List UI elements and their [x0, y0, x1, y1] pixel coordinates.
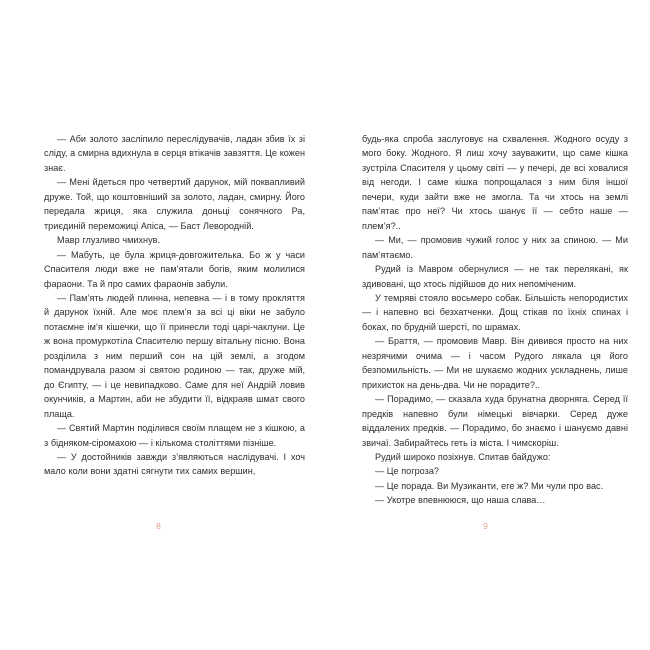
paragraph: У темряві стояло восьмеро собак. Більшість непородистих — і напевно всі безхатченки. Дощ стікав по їхніх спинах і боках, по брудній шерсті, по шрамах. [362, 292, 628, 332]
paragraph: — Аби золото засліпило переслідувачів, ладан збив їх зі сліду, а смирна вдихнула в серця втікачів завзяття. Це кожен знає. [44, 134, 305, 173]
paragraph: — Мені йдеться про четвертий дарунок, мій поквапливий друже. Той, що коштовніший за золото, ладан, смирну. Його передала жриця, яка служила доньці сонячного Ра, триєдиній переможиці Апіса, — Баст Левородній. [44, 177, 305, 231]
page-right-text-block [362, 132, 628, 508]
paragraph: будь-яка спроба заслуговує на схвалення. Жодного осуду з мого боку. Жодного. Я лиш хочу зауважити, що саме кішка зустріла Спасителя у цьому світі — у печері, де всі ховалися від негоди. І саме кішка попрощалася з ним біля іншої печери, куди зайти вже не змогла. Та чи хтось на землі пам’ятає про неї? Чи хтось шанує її — себто наше — плем’я?.. [362, 134, 628, 231]
paragraph: Мавр глузливо чмихнув. [57, 235, 161, 246]
paragraph: — Мабуть, це була жриця-довгожителька. Бо ж у часи Спасителя люди вже не пам’ятали богів, яким молилися фараони. Та й про самих фараонів забули. [44, 249, 305, 289]
paragraph: — У достойників завжди з’являються наслідувачі. І хоч мало коли вони здатні сягнути тих самих вершин, [44, 451, 305, 477]
paragraph: Рудий із Мавром обернулися — не так перелякані, як здивовані, що хтось підійшов до них непоміченим. [362, 264, 628, 289]
paragraph: — Ми, — промовив чужий голос у них за спиною. — Ми пам’ятаємо. [362, 235, 628, 260]
page-right [325, 0, 650, 650]
paragraph: — Укотре впевнююся, що наша слава… [375, 495, 546, 506]
paragraph: — Це порада. Ви Музиканти, еге ж? Ми чули про вас. [375, 480, 604, 491]
paragraph: — Пам’ять людей плинна, непевна — і в тому прокляття й дарунок їхній. Але моє плем’я за всі ці віки не забуло потаємне ім’я кішечки, що її принесли тоді царі-чаклуни. Це ж вона промуркотіла Спасителю першу вітальну пісню. Вона розділила з ним перший сон на цій землі, а згодом помандрувала разом зі святою родиною — так, друже мій, до Єгипту, — і це невипадково. Саме для неї Андрій ловив окунчиків, а Мартин, аби не збудити її, відкраяв шмат свого плаща. [44, 292, 305, 419]
page-number-right: 9 [483, 521, 488, 531]
paragraph: — Це погроза? [375, 466, 439, 477]
paragraph: — Порадимо, — сказала худа брунатна дворняга. Серед її предків напевно були німецькі вівчарки. Серед дуже віддалених предків. — Порадимо, бо знаємо і шануємо давні звичаї. Забирайтесь геть із міста. І чимскоріш. [362, 394, 628, 448]
page-left-text-block [44, 132, 305, 479]
paragraph: Рудий широко позіхнув. Спитав байдужо: [375, 451, 551, 462]
paragraph: — Браття, — промовив Мавр. Він дивився просто на них незрячими очима — і часом Рудого лякала ця його безпомильність. — Ми не шукаємо жодних ускладнень, лише прихисток на день-два. Чи не порадите?.. [362, 336, 628, 390]
page-number-left: 8 [156, 521, 161, 531]
paragraph: — Святий Мартин поділився своїм плащем не з кішкою, а з бідняком-сіромахою — і кількома століттями пізніше. [44, 423, 305, 448]
